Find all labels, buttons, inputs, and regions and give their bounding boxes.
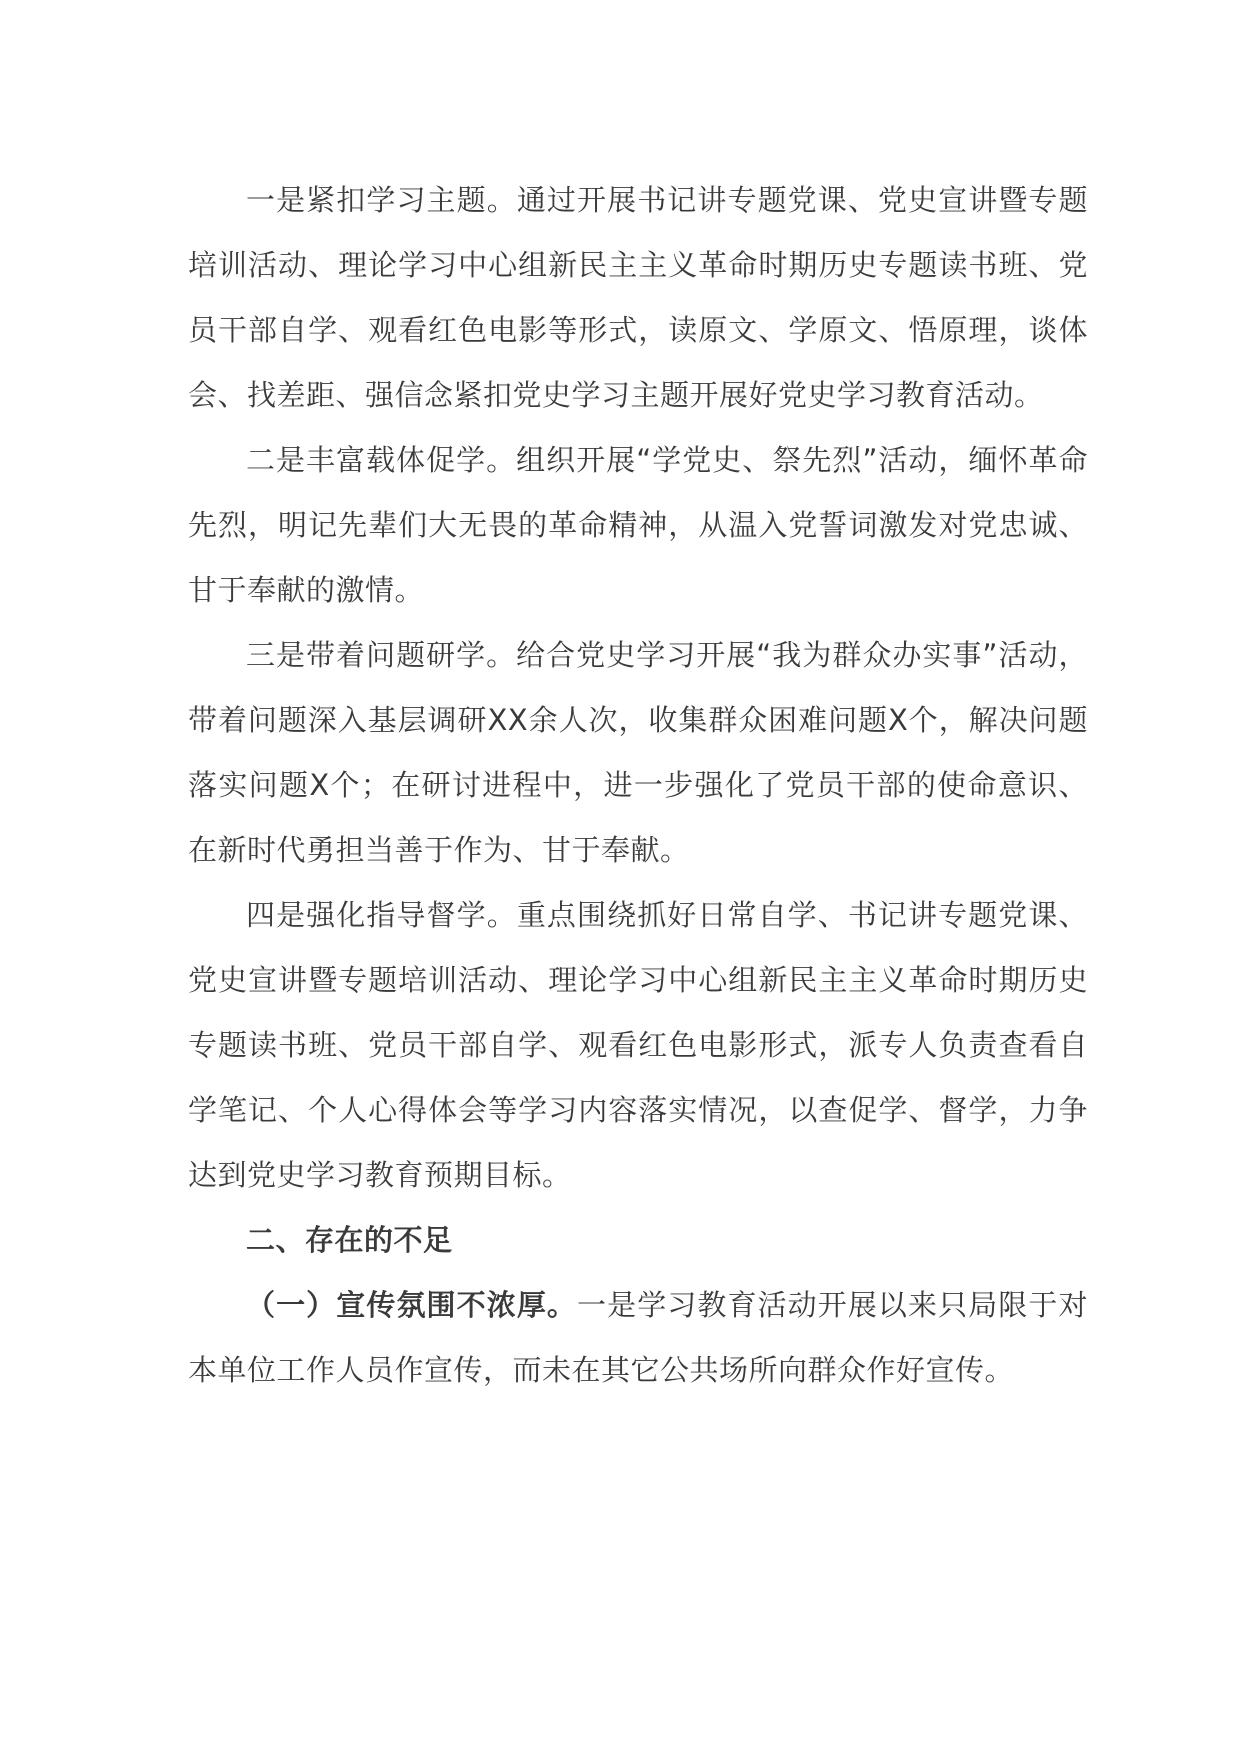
section-heading-shortcomings: 二、存在的不足 bbox=[246, 1223, 453, 1257]
document-body bbox=[188, 168, 1088, 1403]
paragraph-publicity bbox=[188, 1273, 1088, 1403]
paragraph-study-theme: 一是紧扣学习主题。通过开展书记讲专题党课、党史宣讲暨专题培训活动、理论学习中心组新民主主义革命时期历史专题读书班、党员干部自学、观看红色电影等形式，读原文、学原文、悟原理，谈体会、找差距、强信念紧扣党史学习主题开展好党史学习教育活动。 bbox=[188, 183, 1088, 412]
paragraph-enrich-carriers: 二是丰富载体促学。组织开展“学党史、祭先烈”活动，缅怀革命先烈，明记先辈们大无畏的革命精神，从温入党誓词激发对党忠诚、甘于奉献的激情。 bbox=[188, 443, 1088, 607]
paragraph-guidance-supervision: 四是强化指导督学。重点围绕抓好日常自学、书记讲专题党课、党史宣讲暨专题培训活动、理论学习中心组新民主主义革命时期历史专题读书班、党员干部自学、观看红色电影形式，派专人负责查看自学笔记、个人心得体会等学习内容落实情况，以查促学、督学，力争达到党史学习教育预期目标。 bbox=[188, 898, 1088, 1192]
subsection-text: 一是学习教育活动开展以来只局限于对本单位工作人员作宣传，而未在其它公共场所向群众作好宣传。 bbox=[188, 1288, 1088, 1387]
subsection-label: （一）宣传氛围不浓厚。 bbox=[246, 1288, 578, 1322]
paragraph-problem-research: 三是带着问题研学。给合党史学习开展“我为群众办实事”活动，带着问题深入基层调研XX余人次，收集群众困难问题X个，解决问题落实问题X个；在研讨进程中，进一步强化了党员干部的使命意识、在新时代勇担当善于作为、甘于奉献。 bbox=[188, 638, 1088, 867]
